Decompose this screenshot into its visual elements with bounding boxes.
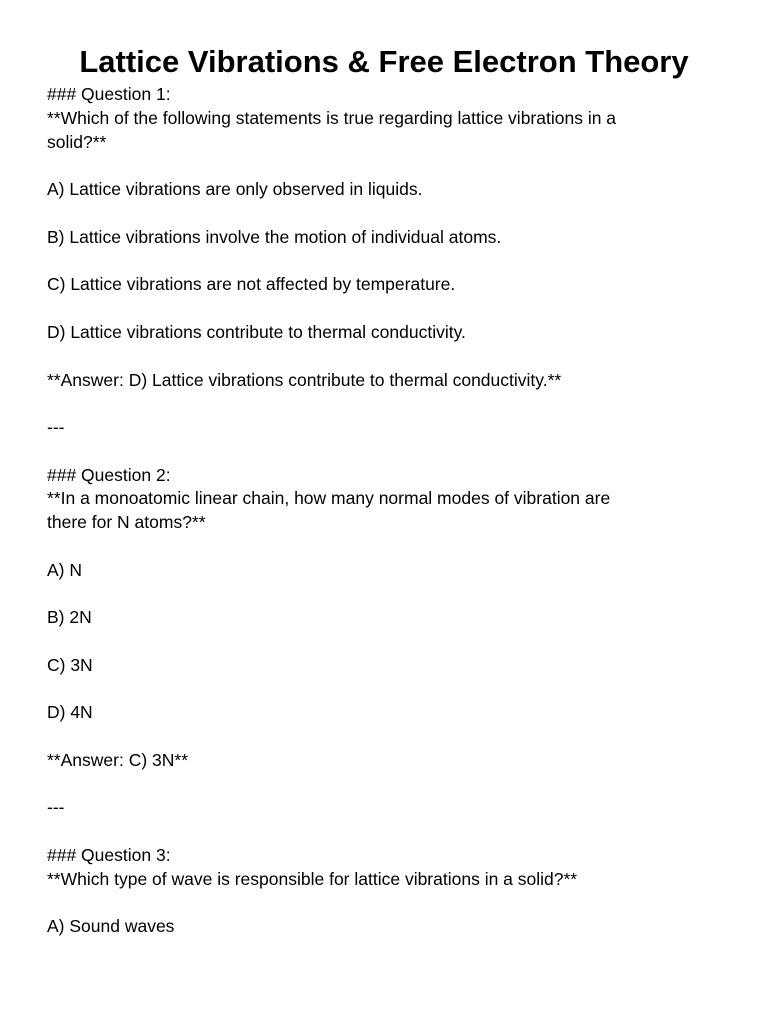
question-1-answer: **Answer: D) Lattice vibrations contribute to thermal conductivity.** (47, 370, 562, 390)
question-3-heading: ### Question 3: (47, 845, 171, 865)
separator-1: --- (47, 417, 65, 437)
question-1-heading: ### Question 1: (47, 84, 171, 104)
question-2-heading: ### Question 2: (47, 465, 171, 485)
separator-2: --- (47, 797, 65, 817)
question-1-text-line-2: solid?** (47, 132, 107, 152)
question-2-option-b: B) 2N (47, 607, 92, 627)
question-2-option-a: A) N (47, 560, 82, 580)
question-1-option-a: A) Lattice vibrations are only observed in liquids. (47, 179, 423, 199)
question-1-text-line-1: **Which of the following statements is true regarding lattice vibrations in a (47, 108, 617, 128)
question-2-option-c: C) 3N (47, 655, 93, 675)
question-1-option-b: B) Lattice vibrations involve the motion of individual atoms. (47, 227, 502, 247)
document-title: Lattice Vibrations & Free Electron Theory (79, 44, 689, 79)
question-3-text-line-1: **Which type of wave is responsible for lattice vibrations in a solid?** (47, 869, 578, 889)
question-2-text-line-2: there for N atoms?** (47, 512, 206, 532)
question-2-text-line-1: **In a monoatomic linear chain, how many normal modes of vibration are (47, 488, 611, 508)
question-1-option-c: C) Lattice vibrations are not affected by temperature. (47, 274, 456, 294)
question-2-answer: **Answer: C) 3N** (47, 750, 189, 770)
question-3-option-a: A) Sound waves (47, 916, 175, 936)
question-2-option-d: D) 4N (47, 702, 93, 722)
question-1-option-d: D) Lattice vibrations contribute to thermal conductivity. (47, 322, 466, 342)
